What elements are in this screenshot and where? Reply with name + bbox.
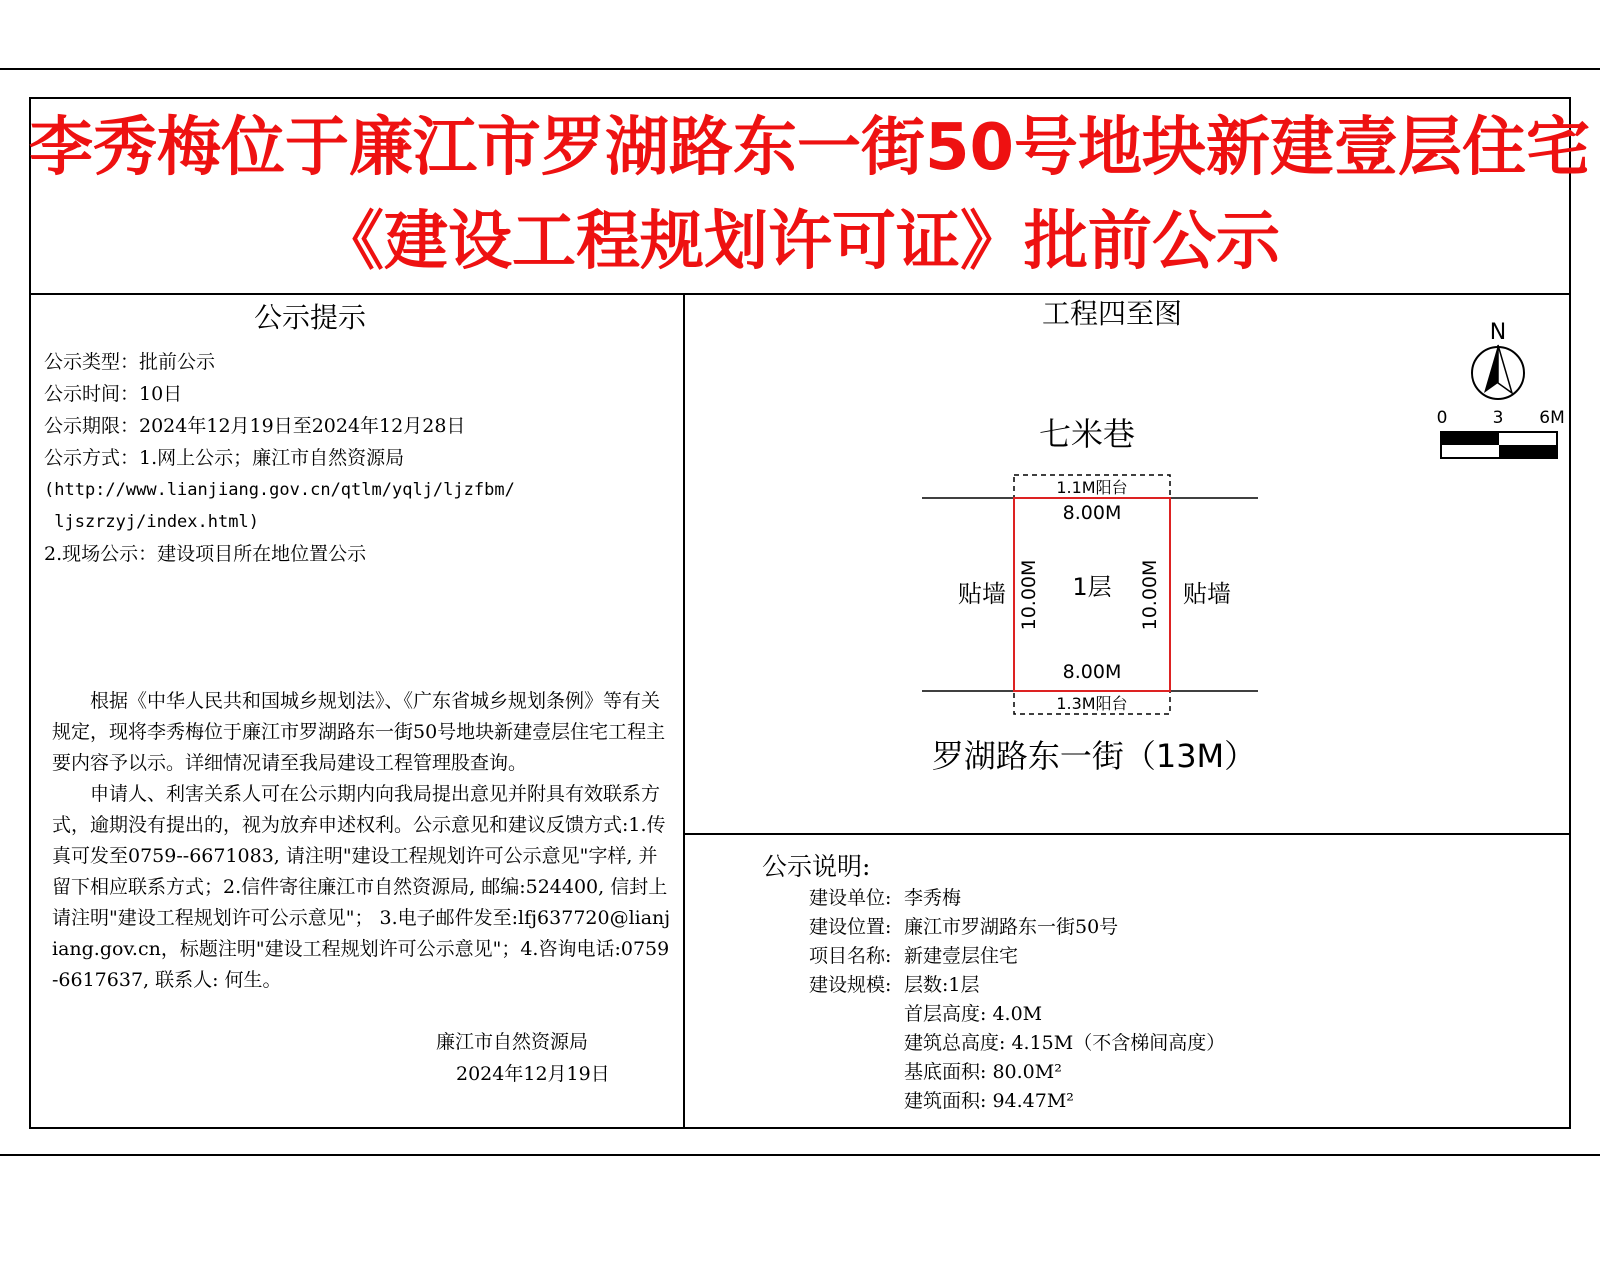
diagram-heading: 工程四至图 [1041, 297, 1183, 330]
road-north-label: 七米巷 [1038, 415, 1136, 453]
site-diagram [684, 295, 1570, 832]
dim-right: 10.00M [1139, 559, 1161, 631]
desc-value-location: 廉江市罗湖路东一街50号 [904, 916, 1119, 938]
desc-label-location: 建设位置: [809, 916, 892, 938]
signature-org: 廉江市自然资源局 [436, 1031, 589, 1053]
notice-paragraph-1: 根据《中华人民共和国城乡规划法》、《广东省城乡规划条例》等有关规定，现将李秀梅位于廉江市罗湖路东一街50号地块新建壹层住宅工程主要内容予以示。详细情况请至我局建设工程管理股查询。 [52, 690, 666, 774]
east-neighbor-label: 贴墙 [1183, 580, 1231, 608]
desc-value-base-area: 基底面积: 80.0M² [904, 1061, 1062, 1083]
scale-bar [1441, 432, 1557, 458]
notice-item-duration: 公示时间：10日 [44, 383, 183, 405]
notice-item-url-cont[interactable]: ljszrzyj/index.html) [44, 512, 259, 532]
desc-value-project: 新建壹层住宅 [904, 945, 1019, 967]
scale-label-6m: 6M [1539, 408, 1565, 428]
desc-label-unit: 建设单位: [809, 887, 892, 909]
north-arrow-icon [1472, 345, 1524, 399]
right-divider [683, 833, 1571, 835]
scale-label-mid: 3 [1492, 408, 1504, 428]
notice-item-type: 公示类型：批前公示 [44, 351, 216, 373]
dim-left: 10.00M [1018, 559, 1040, 631]
description-heading: 公示说明: [762, 852, 871, 881]
page-title-line1: 李秀梅位于廉江市罗湖路东一街50号地块新建壹层住宅 [29, 111, 1591, 185]
road-south-label: 罗湖路东一街（13M） [931, 737, 1257, 775]
notice-item-period: 公示期限：2024年12月19日至2024年12月28日 [44, 415, 466, 437]
notice-item-url[interactable]: (http://www.lianjiang.gov.cn/qtlm/yqlj/ljzfbm/ [44, 480, 515, 500]
desc-value-first-floor-height: 首层高度: 4.0M [904, 1003, 1043, 1025]
balcony-north-label: 1.1M阳台 [1056, 478, 1128, 497]
notice-paragraph-2: 申请人、利害关系人可在公示期内向我局提出意见并附具有效联系方式，逾期没有提出的，视为放弃申述权利。公示意见和建议反馈方式:1.传真可发至0759--6671083, 请注明"建设工程规划许可公示意见"字样, 并留下相应联系方式；2.信件寄往廉江市自然资源局, 邮编:524400, 信封上请注明"建设工程规划许可公示意见"； 3.电子邮件发至:lfj637720@lianjiang.gov.cn，标题注明"建设工程规划许可公示意见"；4.咨询电话:0759-6617637, 联系人: 何生。 [52, 783, 671, 991]
notice-item-site: 2.现场公示：建设项目所在地位置公示 [44, 543, 367, 565]
desc-value-floors: 层数:1层 [904, 974, 980, 996]
balcony-south-label: 1.3M阳台 [1056, 694, 1128, 713]
west-neighbor-label: 贴墙 [958, 580, 1006, 608]
desc-value-total-height: 建筑总高度: 4.15M（不含梯间高度） [904, 1032, 1226, 1054]
floor-label: 1层 [1072, 573, 1112, 601]
dim-bottom: 8.00M [1062, 661, 1122, 683]
page-title-line2: 《建设工程规划许可证》批前公示 [320, 205, 1280, 279]
desc-value-unit: 李秀梅 [904, 887, 962, 909]
desc-value-floor-area: 建筑面积: 94.47M² [904, 1090, 1074, 1112]
desc-label-scale: 建设规模: [809, 974, 892, 996]
scale-label-0: 0 [1436, 408, 1448, 428]
notice-item-method: 公示方式：1.网上公示；廉江市自然资源局 [44, 447, 405, 469]
north-label: N [1489, 320, 1507, 345]
notice-heading: 公示提示 [254, 301, 367, 334]
desc-label-project: 项目名称: [809, 945, 892, 967]
signature-date: 2024年12月19日 [456, 1063, 610, 1085]
dim-top: 8.00M [1062, 502, 1122, 524]
